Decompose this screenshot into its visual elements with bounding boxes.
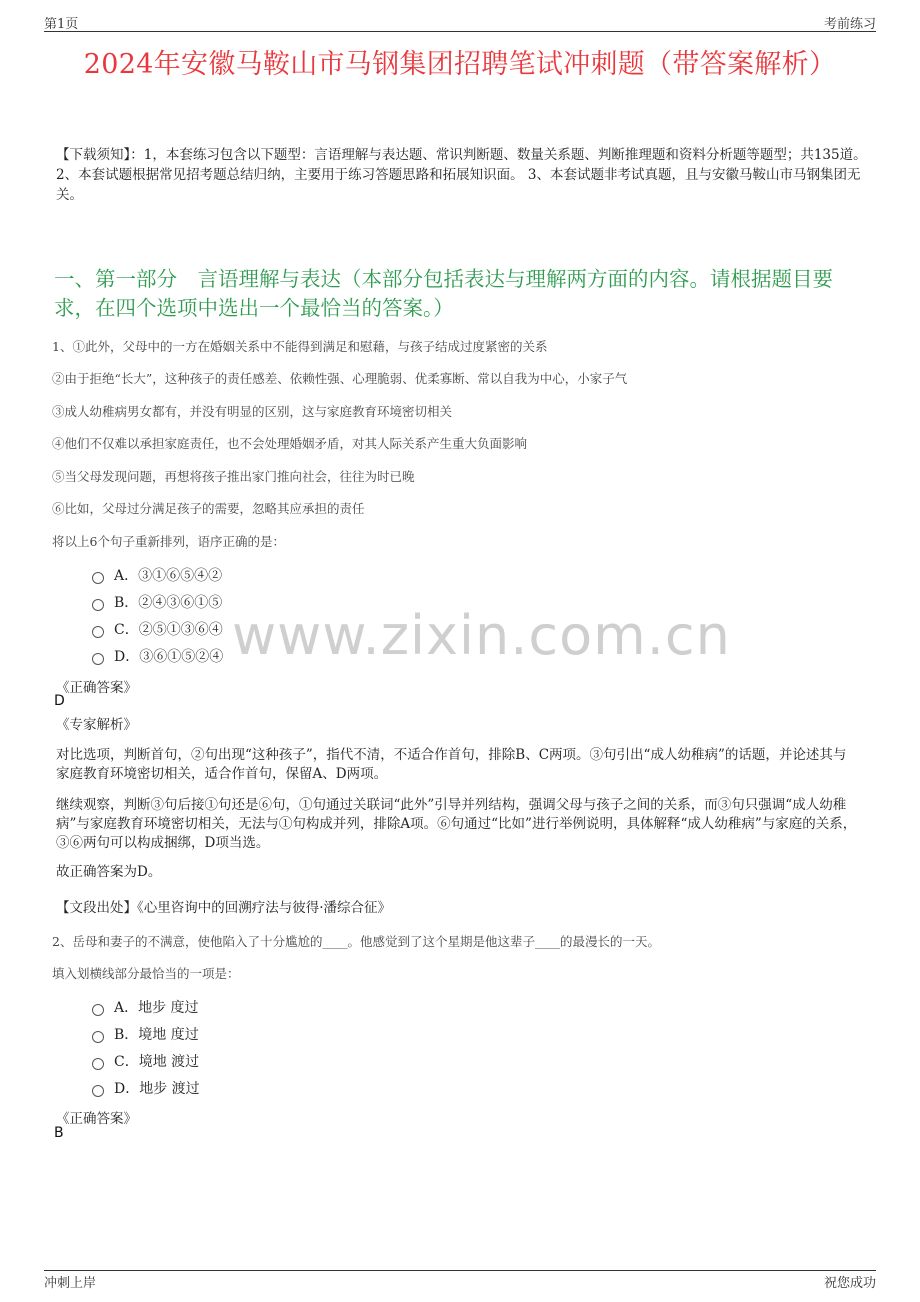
q1-option-d[interactable] bbox=[92, 646, 223, 666]
q1-analysis-paragraph: 对比选项，判断首句，②句出现“这种孩子”，指代不清，不适合作首句，排除B、C两项。③句引出“成人幼稚病”的话题，并论述其与家庭教育环境密切相关，适合作首句，保留A、D两项。 bbox=[56, 747, 847, 782]
q1-source: 【文段出处】《心里咨询中的回溯疗法与彼得·潘综合征》 bbox=[56, 900, 392, 916]
q2-option-d[interactable] bbox=[92, 1078, 200, 1098]
q2-option-a[interactable] bbox=[92, 997, 199, 1017]
option-label: B．境地 度过 bbox=[114, 1027, 199, 1043]
footer-left-text: 冲刺上岸 bbox=[44, 1276, 97, 1291]
q1-option-b[interactable] bbox=[92, 592, 222, 612]
q1-answer-label: 《正确答案》 bbox=[56, 680, 137, 696]
q2-answer: B bbox=[54, 1125, 64, 1141]
header-divider bbox=[44, 31, 876, 32]
question-1-line: ③成人幼稚病男女都有，并没有明显的区别，这与家庭教育环境密切相关 bbox=[52, 404, 453, 419]
option-label: C．境地 渡过 bbox=[114, 1054, 200, 1070]
question-1-prompt: 将以上6个句子重新排列，语序正确的是： bbox=[52, 534, 285, 549]
radio-icon[interactable] bbox=[92, 1058, 104, 1070]
radio-icon[interactable] bbox=[92, 653, 104, 665]
question-1-line: ④他们不仅难以承担家庭责任，也不会处理婚姻矛盾，对其人际关系产生重大负面影响 bbox=[52, 436, 528, 451]
question-1-line: ⑤当父母发现问题，再想将孩子推出家门推向社会，往往为时已晚 bbox=[52, 469, 415, 484]
q1-analysis-paragraph: 继续观察，判断③句后接①句还是⑥句，①句通过关联词“此外”引导并列结构，强调父母与孩子之间的关系，而③句只强调“成人幼稚病”与家庭教育环境密切相关，无法与①句构成并列，排除A项。⑥句通过“比如”进行举例说明，具体解释“成人幼稚病”与家庭的关系，③⑥两句可以构成捆绑，D项当选。 bbox=[56, 797, 857, 851]
download-notice: 【下载须知】：1，本套练习包含以下题型：言语理解与表达题、常识判断题、数量关系题、判断推理题和资料分析题等题型；共135道。 2、本套试题根据常见招考题总结归纳，主要用于练习答题思路和拓展知识面。 3、本套试题非考试真题，且与安徽马鞍山市马钢集团无关。 bbox=[56, 147, 867, 203]
question-2-stem: 2、岳母和妻子的不满意，使他陷入了十分尴尬的____。他感觉到了这个星期是他这辈子____的最漫长的一天。 bbox=[52, 934, 660, 949]
q1-answer: D bbox=[54, 693, 65, 709]
q1-analysis-label: 《专家解析》 bbox=[56, 717, 137, 733]
option-label: D．地步 渡过 bbox=[114, 1081, 200, 1097]
radio-icon[interactable] bbox=[92, 1004, 104, 1016]
question-1-line: ②由于拒绝“长大”，这种孩子的责任感差、依赖性强、心理脆弱、优柔寡断、常以自我为中心，小家子气 bbox=[52, 371, 628, 386]
section-heading: 一、第一部分 言语理解与表达（本部分包括表达与理解两方面的内容。请根据题目要求，在四个选项中选出一个最恰当的答案。） bbox=[54, 267, 833, 320]
question-1-line: ⑥比如，父母过分满足孩子的需要，忽略其应承担的责任 bbox=[52, 501, 365, 516]
q1-option-c[interactable] bbox=[92, 619, 223, 639]
header-page-number: 第1页 bbox=[44, 17, 79, 32]
q2-option-b[interactable] bbox=[92, 1024, 199, 1044]
radio-icon[interactable] bbox=[92, 1031, 104, 1043]
question-2-prompt: 填入划横线部分最恰当的一项是： bbox=[52, 966, 240, 981]
option-label: D．③⑥①⑤②④ bbox=[114, 649, 224, 665]
option-label: B．②④③⑥①⑤ bbox=[114, 595, 223, 611]
option-label: A．③①⑥⑤④② bbox=[114, 568, 223, 584]
footer-right-text: 祝您成功 bbox=[823, 1276, 876, 1291]
header-label: 考前练习 bbox=[823, 17, 876, 32]
footer-divider bbox=[44, 1270, 876, 1271]
option-label: A．地步 度过 bbox=[114, 1000, 199, 1016]
radio-icon[interactable] bbox=[92, 626, 104, 638]
radio-icon[interactable] bbox=[92, 599, 104, 611]
question-1-line: 1、①此外，父母中的一方在婚姻关系中不能得到满足和慰藉，与孩子结成过度紧密的关系 bbox=[52, 339, 548, 354]
radio-icon[interactable] bbox=[92, 1085, 104, 1097]
radio-icon[interactable] bbox=[92, 572, 104, 584]
q2-answer-label: 《正确答案》 bbox=[56, 1111, 137, 1127]
q2-option-c[interactable] bbox=[92, 1051, 199, 1071]
page-title: 2024年安徽马鞍山市马钢集团招聘笔试冲刺题（带答案解析） bbox=[83, 49, 837, 80]
q1-option-a[interactable] bbox=[92, 565, 222, 585]
option-label: C．②⑤①③⑥④ bbox=[114, 622, 223, 638]
watermark: www.zixin.com.cn bbox=[232, 604, 731, 667]
q1-conclusion: 故正确答案为D。 bbox=[56, 864, 162, 880]
